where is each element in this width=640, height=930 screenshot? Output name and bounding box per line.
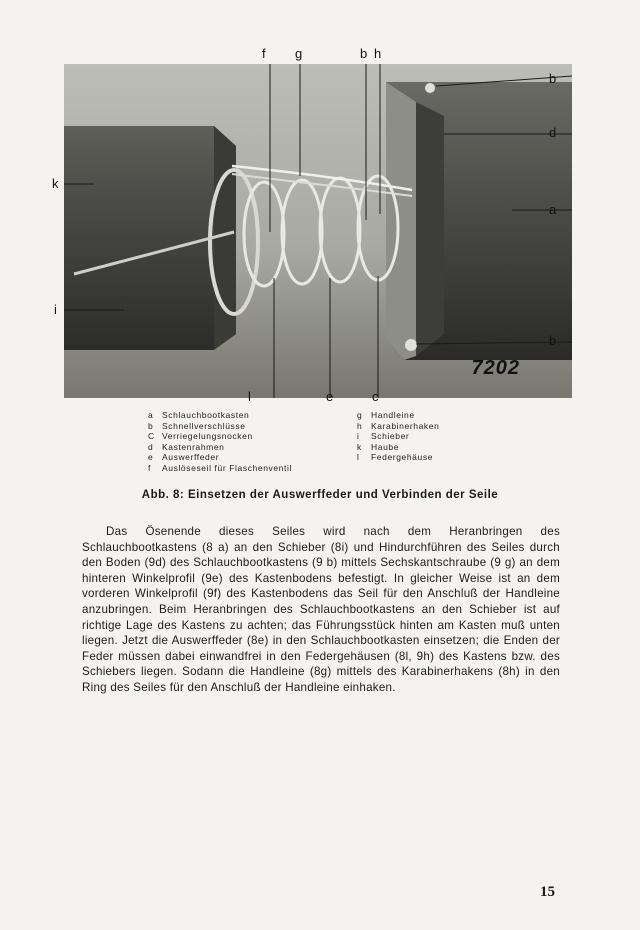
callout-k: k (52, 176, 59, 191)
callout-l: l (248, 389, 251, 404)
figure-photo (64, 64, 572, 398)
plate-number: 7202 (471, 357, 520, 379)
legend-item: e Auswerffeder (148, 452, 220, 463)
legend-item: d Kastenrahmen (148, 441, 225, 452)
callout-b-right-top: b (549, 71, 557, 86)
callout-e: e (326, 389, 334, 404)
body-paragraph: Das Ösenende dieses Seiles wird nach dem Heranbringen des Schlauchbootkastens (8 a) an den Schieber (8i) und Hindurchführen des Seiles durch den Boden (9d) des Schlauchbootkastens (9 b) mittels Sechskantschraube (9 g) an dem hinteren Winkelprofil (9e) des Kastenbodens befestigt. In gleicher Weise ist an dem vorderen Winkelprofil (9f) des Kastenbodens das Seil für den Anschluß der Handleine anzubringen. Beim Heranbringen des Schlauchbootkastens an den Schieber ist auf richtige Lage des Kastens zu achten; das Führungsstück hinten am Kasten muß unten liegen. Jetzt die Auswerffeder (8e) in den Schlauchbootkasten einsetzen; die Enden der Feder müssen dabei einwandfrei in den Federgehäusen (8l, 9h) des Kastens bzw. des Schiebers liegen. Sodann die Handleine (8g) mittels des Karabinerhakens (8h) in den Ring des Seiles für den Anschluß der Handleine einhaken. (82, 525, 560, 694)
legend-left (148, 410, 292, 474)
page-number: 15 (540, 884, 555, 900)
legend-right (357, 410, 439, 463)
callout-h: h (374, 46, 382, 61)
legend-item: f Auslöseseil für Flaschenventil (148, 462, 292, 473)
photo-illustration (64, 64, 572, 398)
callout-b-right-bottom: b (549, 333, 557, 348)
callout-f: f (262, 46, 266, 61)
callout-b-top-label: b (360, 46, 368, 61)
callout-c: c (372, 389, 379, 404)
legend-item: C Verriegelungsnocken (148, 431, 253, 442)
legend-item: a Schlauchbootkasten (148, 410, 250, 420)
legend-item: i Schieber (357, 431, 410, 442)
legend-item: k Haube (357, 441, 400, 452)
callout-i: i (54, 302, 57, 317)
legend-item: h Karabinerhaken (357, 420, 440, 431)
callout-a: a (549, 202, 557, 217)
body-text (82, 524, 560, 696)
figure-caption: Abb. 8: Einsetzen der Auswerffeder und Verbinden der Seile (141, 489, 499, 501)
legend-item: b Schnellverschlüsse (148, 420, 246, 431)
legend-item: l Federgehäuse (357, 452, 434, 463)
legend-item: g Handleine (357, 410, 415, 420)
callout-d: d (549, 125, 557, 140)
callout-g: g (295, 46, 303, 61)
